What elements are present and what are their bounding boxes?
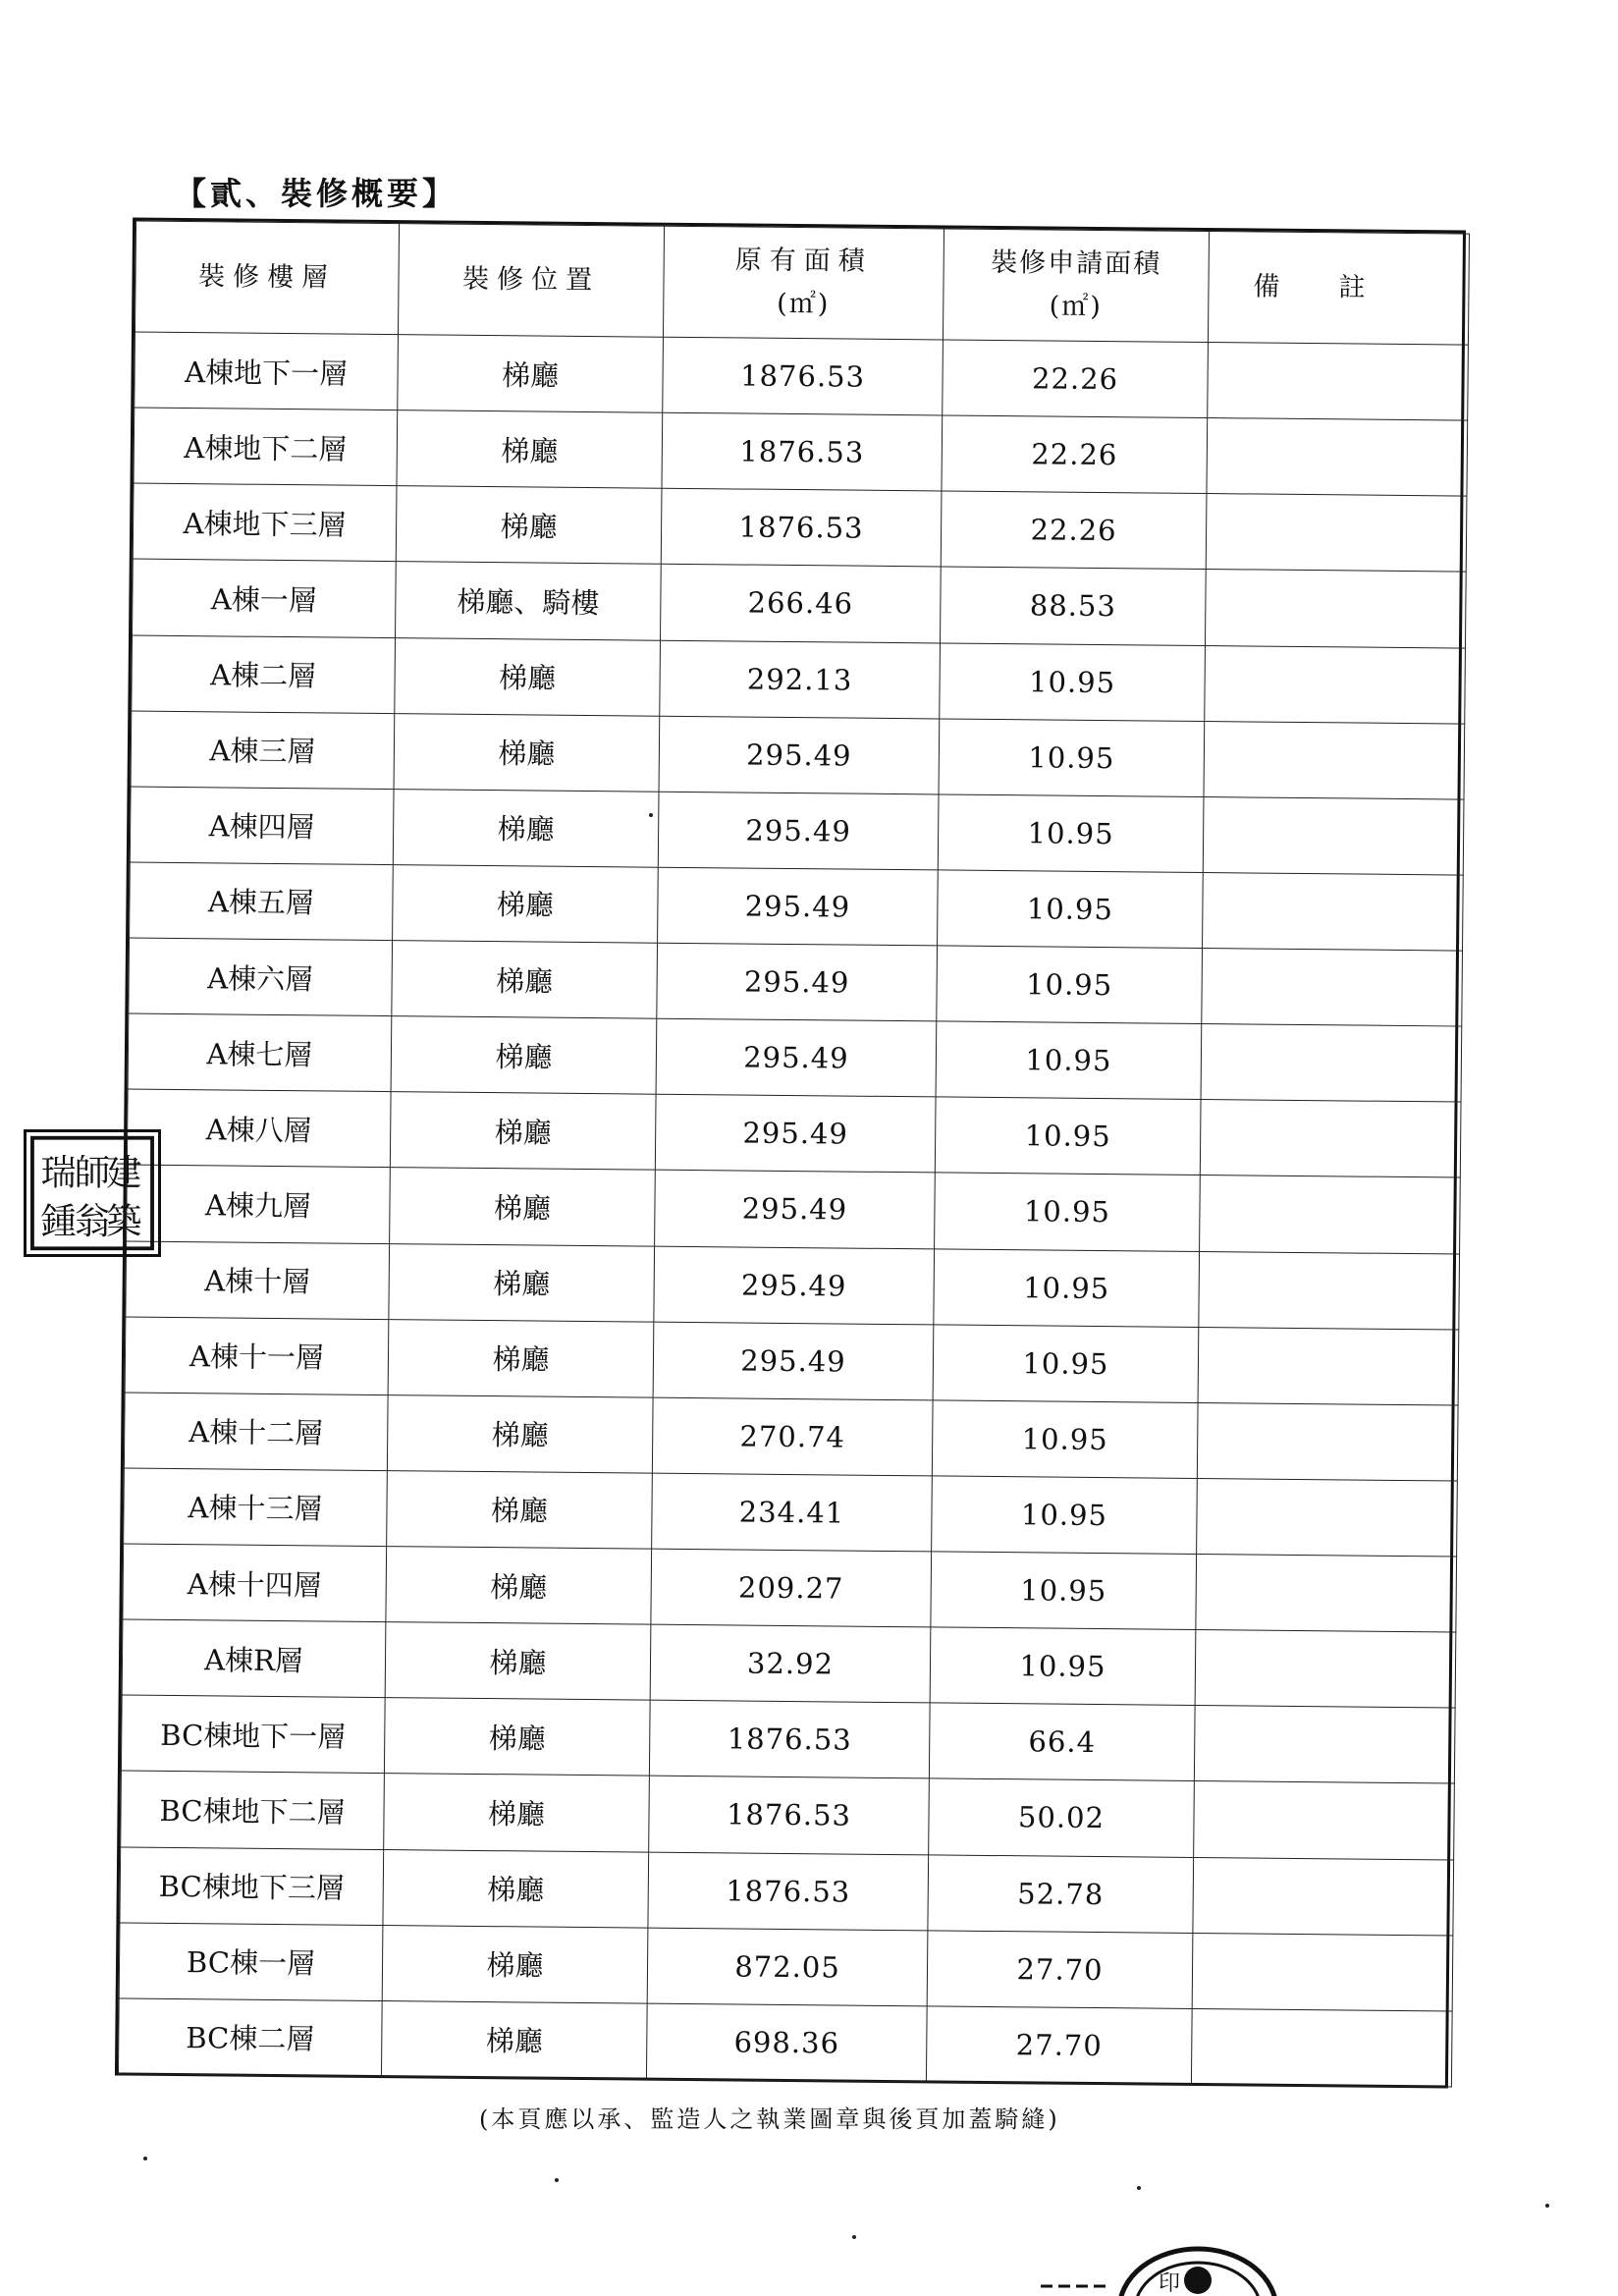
cell-remarks — [1197, 1478, 1458, 1557]
cell-floor: A棟十一層 — [125, 1317, 389, 1395]
header-original-area-label: 原有面積 — [734, 245, 873, 277]
cell-remarks — [1194, 1781, 1455, 1860]
svg-text:印: 印 — [1159, 2271, 1181, 2296]
cell-remarks — [1200, 1175, 1461, 1254]
cell-remarks — [1201, 1024, 1462, 1103]
cell-location: 梯廳 — [398, 335, 664, 413]
table-row — [121, 1695, 1455, 1783]
header-original-area-unit: (㎡) — [777, 288, 831, 320]
scan-speck — [143, 2157, 147, 2160]
cell-floor: A棟十四層 — [123, 1544, 387, 1622]
cell-location: 梯廳 — [392, 941, 658, 1019]
cell-original-area: 1876.53 — [661, 488, 942, 567]
cell-applied-area: 66.4 — [929, 1703, 1195, 1781]
cell-floor: BC棟地下二層 — [121, 1771, 385, 1849]
cell-applied-area: 10.95 — [931, 1552, 1197, 1630]
cell-location: 梯廳 — [387, 1394, 653, 1473]
cell-applied-area: 10.95 — [935, 1173, 1201, 1251]
svg-text:築: 築 — [106, 1200, 142, 1243]
cell-location: 梯廳 — [388, 1319, 654, 1397]
cell-remarks — [1203, 796, 1464, 875]
cell-original-area: 295.49 — [657, 943, 938, 1021]
cell-remarks — [1200, 1100, 1461, 1178]
svg-text:建: 建 — [106, 1151, 142, 1194]
scan-speck — [852, 2235, 856, 2239]
table-row — [129, 938, 1463, 1026]
header-applied-area-label: 裝修申請面積 — [991, 246, 1162, 280]
cell-floor: A棟三層 — [131, 711, 395, 790]
table-row — [120, 1846, 1454, 1935]
cell-location: 梯廳 — [381, 2000, 647, 2079]
cell-original-area: 295.49 — [656, 1018, 937, 1097]
cell-applied-area: 10.95 — [932, 1476, 1198, 1555]
cell-original-area: 295.49 — [653, 1322, 934, 1400]
cell-location: 梯廳 — [389, 1243, 655, 1322]
cell-floor: A棟地下一層 — [135, 332, 399, 410]
section-title: 【貳、裝修概要】 — [175, 175, 458, 212]
table-row — [128, 1013, 1462, 1102]
cell-floor: A棟一層 — [133, 559, 397, 637]
cell-floor: BC棟一層 — [119, 1923, 383, 2001]
cell-floor: A棟六層 — [129, 938, 393, 1016]
cell-remarks — [1197, 1402, 1458, 1481]
cell-floor: A棟十層 — [126, 1241, 390, 1320]
cell-applied-area: 22.26 — [943, 340, 1209, 418]
cell-floor: A棟十三層 — [124, 1468, 388, 1547]
scan-speck — [555, 2178, 559, 2182]
renovation-summary-sheet — [115, 218, 1466, 2089]
cell-original-area: 698.36 — [646, 2003, 927, 2082]
bottom-seal-stamp — [1041, 2229, 1286, 2296]
cell-floor: A棟四層 — [130, 787, 394, 865]
cell-remarks — [1195, 1630, 1456, 1709]
cell-location: 梯廳 — [390, 1092, 656, 1171]
cell-applied-area: 22.26 — [941, 491, 1207, 570]
cell-location: 梯廳 — [395, 637, 661, 716]
cell-original-area: 1876.53 — [649, 1777, 930, 1855]
table-row — [130, 862, 1464, 951]
svg-text:翁: 翁 — [74, 1200, 111, 1243]
renovation-summary-table — [118, 221, 1470, 2088]
header-original-area — [663, 226, 944, 340]
cell-location: 梯廳 — [386, 1547, 652, 1625]
cell-location: 梯廳 — [396, 486, 662, 565]
cell-remarks — [1205, 570, 1466, 648]
svg-text:師: 師 — [74, 1151, 111, 1194]
scan-speck — [649, 813, 653, 817]
cell-applied-area: 52.78 — [928, 1854, 1194, 1933]
table-row — [118, 1998, 1452, 2087]
cell-applied-area: 10.95 — [933, 1325, 1199, 1403]
cell-applied-area: 22.26 — [942, 415, 1208, 494]
table-row — [119, 1923, 1453, 2011]
cell-original-area: 1876.53 — [648, 1852, 929, 1931]
cell-floor: A棟八層 — [127, 1089, 391, 1168]
cell-applied-area: 10.95 — [935, 1097, 1201, 1175]
table-row — [135, 332, 1469, 420]
cell-remarks — [1196, 1554, 1457, 1632]
header-remarks: 備註 — [1208, 232, 1469, 346]
cell-original-area: 295.49 — [654, 1246, 935, 1325]
table-row — [124, 1393, 1458, 1481]
svg-text:瑞: 瑞 — [40, 1151, 77, 1194]
cell-location: 梯廳 — [387, 1470, 653, 1549]
cell-original-area: 292.13 — [660, 640, 941, 719]
cell-applied-area: 10.95 — [937, 946, 1203, 1024]
table-body — [118, 332, 1468, 2087]
table-row — [131, 711, 1465, 799]
cell-floor: BC棟地下一層 — [121, 1695, 385, 1774]
cell-floor: BC棟地下三層 — [120, 1846, 384, 1925]
table-row — [127, 1165, 1461, 1253]
cell-applied-area: 10.95 — [940, 642, 1206, 721]
cell-remarks — [1208, 343, 1469, 421]
cell-applied-area: 10.95 — [938, 870, 1204, 949]
header-location: 裝修位置 — [398, 224, 664, 338]
svg-text:鍾: 鍾 — [40, 1200, 77, 1243]
table-row — [130, 787, 1464, 875]
cell-original-area: 295.49 — [655, 1171, 936, 1249]
cell-remarks — [1205, 645, 1466, 724]
cell-floor: A棟地下三層 — [133, 483, 397, 562]
cell-original-area: 234.41 — [652, 1473, 933, 1552]
cell-remarks — [1193, 1857, 1454, 1936]
cell-original-area: 295.49 — [655, 1094, 936, 1173]
cell-remarks — [1191, 2008, 1452, 2087]
cell-location: 梯廳 — [394, 713, 660, 792]
cell-remarks — [1203, 872, 1464, 951]
cell-original-area: 295.49 — [658, 792, 939, 870]
cell-remarks — [1206, 494, 1467, 573]
cell-applied-area: 10.95 — [932, 1400, 1198, 1479]
cell-applied-area: 10.95 — [939, 719, 1205, 797]
cell-floor: A棟二層 — [132, 635, 396, 714]
header-applied-area — [943, 229, 1209, 343]
cell-floor: A棟R層 — [122, 1619, 386, 1698]
cell-location: 梯廳 — [390, 1168, 656, 1246]
cell-location: 梯廳 — [383, 1849, 649, 1928]
cell-applied-area: 10.95 — [938, 794, 1204, 873]
cell-floor: A棟十二層 — [124, 1393, 388, 1471]
scan-speck — [1137, 2186, 1141, 2190]
header-applied-area-unit: (㎡) — [1049, 291, 1103, 323]
cell-applied-area: 27.70 — [926, 2006, 1192, 2085]
cell-applied-area: 50.02 — [929, 1778, 1195, 1857]
cell-remarks — [1192, 1933, 1453, 2011]
cell-location: 梯廳 — [393, 864, 659, 943]
cell-remarks — [1194, 1706, 1455, 1784]
cell-remarks — [1204, 721, 1465, 799]
table-row — [123, 1544, 1457, 1632]
cell-floor: A棟七層 — [128, 1013, 392, 1092]
cell-original-area: 1876.53 — [662, 412, 943, 491]
table-row — [134, 408, 1468, 496]
cell-original-area: 209.27 — [651, 1549, 932, 1627]
cell-location: 梯廳 — [391, 1016, 657, 1095]
cell-floor: A棟地下二層 — [134, 408, 398, 486]
table-row — [125, 1317, 1459, 1405]
table-row — [132, 635, 1466, 724]
table-row — [124, 1468, 1458, 1557]
table-row — [133, 483, 1467, 572]
cell-location: 梯廳 — [384, 1774, 650, 1852]
cell-remarks — [1198, 1327, 1459, 1405]
page-footnote: (本頁應以承、監造人之執業圖章與後頁加蓋騎縫) — [479, 2105, 1060, 2133]
cell-applied-area: 88.53 — [940, 567, 1206, 645]
cell-original-area: 32.92 — [650, 1624, 931, 1703]
architect-seal-graphic — [27, 1132, 158, 1254]
cell-location: 梯廳 — [382, 1925, 648, 2003]
cell-location: 梯廳、騎樓 — [396, 562, 662, 640]
bottom-seal-graphic — [1041, 2229, 1286, 2296]
cell-applied-area: 27.70 — [927, 1931, 1193, 2009]
cell-location: 梯廳 — [397, 410, 663, 489]
cell-location: 梯廳 — [393, 789, 659, 867]
table-row — [127, 1089, 1461, 1177]
cell-location: 梯廳 — [385, 1622, 651, 1701]
cell-remarks — [1199, 1251, 1460, 1330]
header-floor: 裝修樓層 — [135, 221, 399, 335]
cell-original-area: 872.05 — [647, 1928, 928, 2006]
cell-floor: A棟五層 — [130, 862, 394, 941]
table-header-row — [135, 221, 1469, 345]
cell-applied-area: 10.95 — [936, 1021, 1202, 1100]
cell-remarks — [1207, 418, 1468, 497]
table-row — [126, 1241, 1460, 1330]
cell-applied-area: 10.95 — [930, 1627, 1196, 1706]
table-row — [133, 559, 1467, 647]
table-row — [121, 1771, 1455, 1859]
cell-original-area: 1876.53 — [649, 1700, 930, 1778]
cell-floor: BC棟二層 — [118, 1998, 382, 2077]
architect-seal-stamp — [24, 1129, 161, 1257]
cell-applied-area: 10.95 — [934, 1248, 1200, 1327]
cell-original-area: 1876.53 — [663, 337, 944, 415]
scan-speck — [1545, 2204, 1549, 2208]
cell-location: 梯廳 — [384, 1698, 650, 1777]
cell-original-area: 295.49 — [658, 867, 939, 946]
table-row — [122, 1619, 1456, 1708]
cell-remarks — [1202, 949, 1463, 1027]
cell-floor: A棟九層 — [127, 1165, 391, 1243]
cell-original-area: 270.74 — [652, 1397, 933, 1476]
cell-original-area: 266.46 — [661, 565, 942, 643]
cell-original-area: 295.49 — [659, 716, 940, 794]
